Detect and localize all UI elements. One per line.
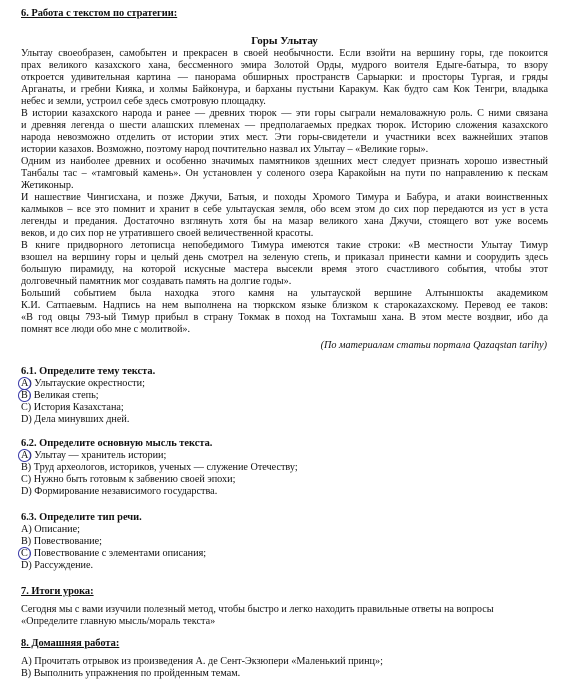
text-line: В истории казахского народа и ранее — древних тюрок — эти горы сыграли немаловажную роль. С ними связана [21, 108, 548, 119]
text-line: и древняя легенда о шести алашских племенах — предполагаемых предках тюрок. Историю сложения казахского [21, 120, 548, 131]
answer-mark-circle [18, 547, 31, 560]
text-line: долговечный памятник мог создавать память на долгие годы». [21, 276, 292, 287]
text-line: откроется удивительная картина — панорама обширных пространств Сарыарки: и просторы Тургая, и гряды [21, 72, 548, 83]
text-title: Горы Улытау [251, 35, 318, 47]
answer-option: C) История Казахстана; [21, 402, 124, 413]
summary-line: Сегодня мы с вами изучили полезный метод, чтобы быстро и легко находить правильные ответы на вопросы [21, 604, 494, 615]
answer-option: D) Формирование независимого государства. [21, 486, 218, 497]
text-line: прах великого казахского хана, бессменного эмира Золотой Орды, мудрого воителя Едыге-батыра, то взору [21, 60, 548, 71]
text-line: легенды и предания. Достаточно взглянуть хотя бы на мазар великого хана Джучи, стоящего вот уже восемь [21, 216, 548, 227]
text-line: Одним из наиболее древних и особенно значимых памятников здешних мест следует признать хорошо известный [21, 156, 548, 167]
answer-option: C) Повествование с элементами описания; [21, 548, 207, 559]
text-line: небес и земли, устроил себе здесь смотровую площадку. [21, 96, 266, 107]
question-6-3: 6.3. Определите тип речи. [21, 512, 142, 523]
text-line: Жетиконыр. [21, 180, 74, 191]
text-line: Улытау своеобразен, самобытен и прекрасен в своей необычности. Если взойти на вершину горы, где покоится [21, 48, 548, 59]
text-line: Арганаты, и гребни Кияка, и холмы Байконура, и барханы пустыни Каракум. Как будто сам Кок Тенгри, владыка [21, 84, 548, 95]
homework-item: А) Прочитать отрывок из произведения А. де Сент-Экзюпери «Маленький принц»; [21, 656, 383, 667]
text-line: В книге придворного летописца непобедимого Тимура имеются такие строки: «В местности Улытау Тимур [21, 240, 548, 251]
question-6-2: 6.2. Определите основную мысль текста. [21, 438, 213, 449]
homework-item: B) Выполнить упражнения по пройденным темам. [21, 668, 241, 679]
text-line: истории казахов. Возможно, поэтому народ почтительно назвал их Улытау – «Великие горы». [21, 144, 429, 155]
summary-line: «Определите главную мысль/мораль текста» [21, 616, 216, 627]
section-7-heading: 7. Итоги урока: [21, 586, 94, 597]
answer-option: D) Рассуждение. [21, 560, 94, 571]
text-line: Больший событием была находка этого камня на улытауской вершине Алтыншокты академиком [21, 288, 548, 299]
text-line: К.И. Сатпаевым. Надпись на нем выполнена на тюркском языке близком к старокazахскому. Перевод ее таков: [21, 300, 548, 311]
answer-option: A) Описание; [21, 524, 80, 535]
text-line: взошел на вершину горы и целый день смотрел на зеленую степь, и приказал принести камни и соорудить здесь [21, 252, 548, 263]
text-line: калмыков – все это помнит и хранит в себе улытауская земля, обо всем этом до сих пор передаются из уст в уста [21, 204, 548, 215]
section-6-heading: 6. Работа с текстом по стратегии: [21, 8, 178, 19]
source-citation: (По материалам статьи портала Qazaqstan tarihy) [320, 340, 547, 351]
text-line: большую пирамиду, на которой искусные мастера высекли время этого счастливого события, чтобы этот [21, 264, 548, 275]
answer-option: B) Великая степь; [21, 390, 99, 401]
answer-option: B) Повествование; [21, 536, 102, 547]
answer-option: B) Труд археологов, историков, ученых — служение Отечеству; [21, 462, 298, 473]
text-line: помнят все люди обо мне с молитвой». [21, 324, 191, 335]
answer-option: D) Дела минувших дней. [21, 414, 130, 425]
question-6-1: 6.1. Определите тему текста. [21, 366, 156, 377]
answer-option: A) Улытауские окрестности; [21, 378, 145, 389]
text-line: И нашествие Чингисхана, и позже Джучи, Батыя, и походы Хромого Тимура и Бабура, и атаки воинственных [21, 192, 548, 203]
answer-mark-circle [18, 389, 31, 402]
text-line: Танбалы тас – «тамговый камень». Он установлен у соленого озера Каракойын на пути по направлению к пескам [21, 168, 548, 179]
text-line: веков, и до сих пор не утратившего своей величественной красоты. [21, 228, 314, 239]
text-line: народа невозможно отделить от истории этих мест. Эти горы-свидетели и участники всех важнейших этапов [21, 132, 548, 143]
text-line: «В год овцы 793-ый Тимур прибыл в страну Токмак в поход на Тохтамыш хана. В этом месте воздвиг, ибо да [21, 312, 548, 323]
answer-option: C) Нужно быть готовым к забвению своей эпохи; [21, 474, 236, 485]
section-8-heading: 8. Домашняя работа: [21, 638, 120, 649]
answer-mark-circle [18, 449, 31, 462]
answer-option: A) Улытау — хранитель истории; [21, 450, 167, 461]
